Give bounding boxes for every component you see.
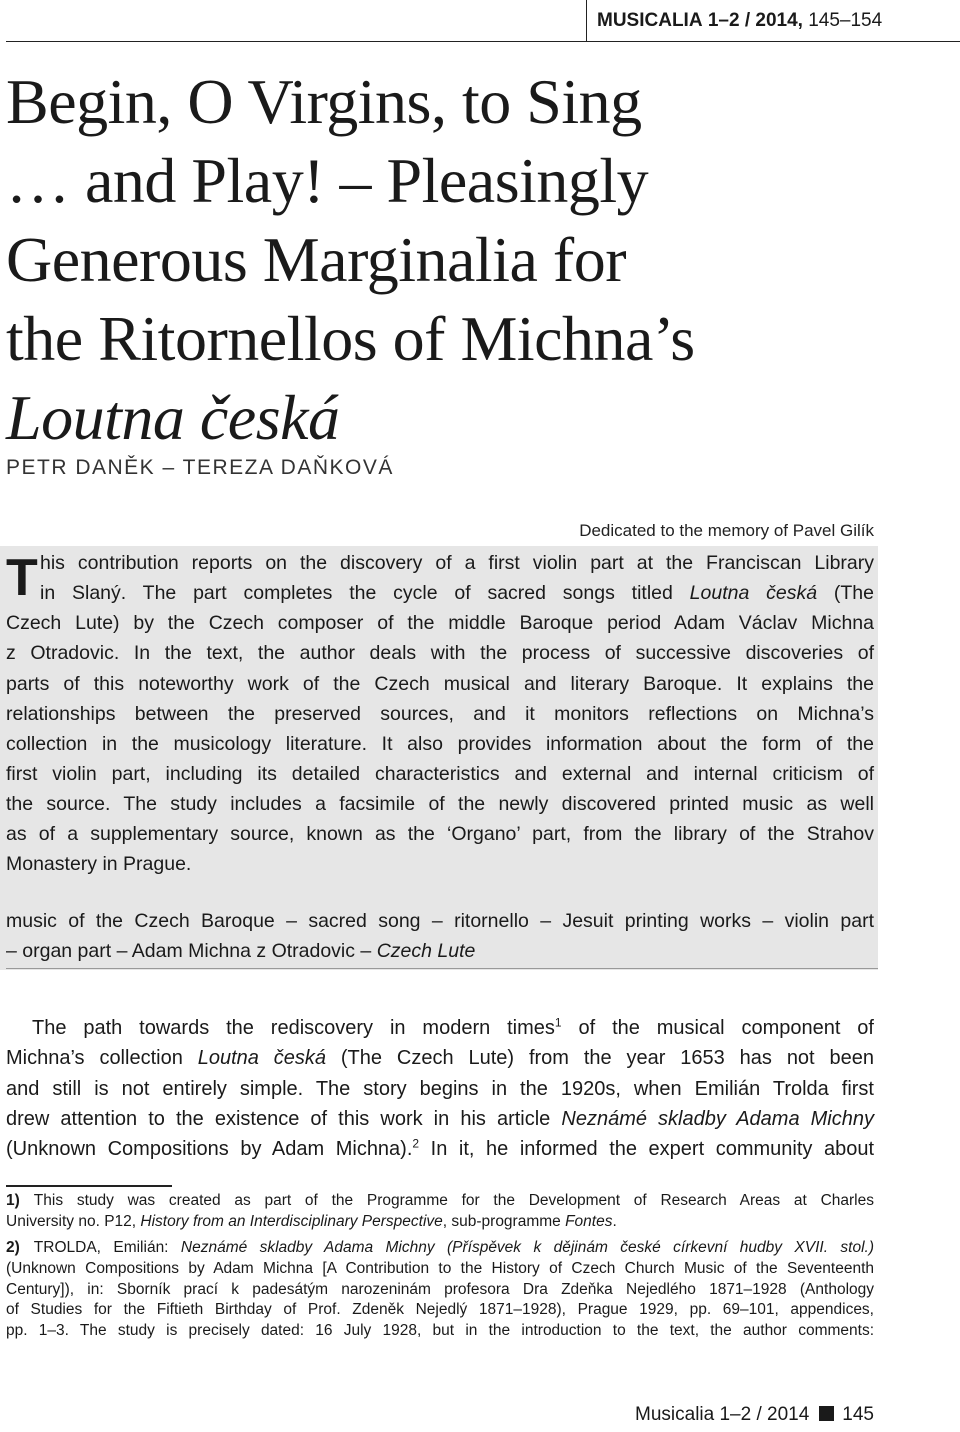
footnote-rule bbox=[6, 1185, 172, 1187]
drop-cap: T bbox=[6, 549, 38, 607]
abstract-line-7: collection in the musicology literature. It also provides information about the form of the bbox=[6, 733, 874, 755]
footer-journal: Musicalia 1–2 / 2014 bbox=[635, 1404, 810, 1425]
abstract-line-9: the source. The study includes a facsimile of the newly discovered printed music as well bbox=[6, 793, 874, 815]
body-text: (The Czech Lute) from the year 1653 has not been bbox=[326, 1047, 874, 1069]
abstract-line-4: z Otradovic. In the text, the author deals with the process of successive discoveries of bbox=[6, 642, 874, 664]
body-italic: Loutna česká bbox=[197, 1047, 327, 1069]
journal-name: MUSICALIA bbox=[597, 10, 703, 31]
title-line-1: Begin, O Virgins, to Sing bbox=[6, 66, 642, 137]
footnote-text: , sub-programme bbox=[442, 1213, 566, 1230]
body-text: of the musical component of bbox=[561, 1017, 874, 1039]
abstract-line-10: as of a supplementary source, known as the ‘Organo’ part, from the library of the Strahov bbox=[6, 823, 874, 845]
footnote-2-line-2: (Unknown Compositions by Adam Michna [A Contribution to the History of Czech Church Music of the Seventeenth bbox=[6, 1260, 874, 1277]
abstract-text: in Slaný. The part completes the cycle of sacred songs titled bbox=[40, 582, 690, 604]
abstract-line-2 bbox=[40, 578, 874, 608]
title-line-3: Generous Marginalia for bbox=[6, 224, 626, 295]
abstract-text: (The bbox=[817, 582, 874, 604]
abstract-line-1: his contribution reports on the discovery of a first violin part at the Franciscan Library bbox=[40, 552, 874, 574]
footnote-text: TROLDA, Emilián: bbox=[33, 1239, 181, 1256]
body-line-4 bbox=[6, 1104, 874, 1134]
footnote-text: This study was created as part of the Programme for the Development of Research Areas at Charles bbox=[33, 1192, 874, 1209]
body-text: In it, he informed the expert community about bbox=[419, 1138, 874, 1160]
abstract-line-8: first violin part, including its detailed characteristics and external and internal criticism of bbox=[6, 763, 874, 785]
footnote-2-line-1 bbox=[6, 1238, 874, 1259]
body-italic: Neznámé skladby Adama Michny bbox=[561, 1108, 874, 1130]
footnote-2-line-3: Century]), in: Sborník prací k padesátým narozeninám profesora Dra Zdeňka Nejedlého 1871–1928 (Anthology bbox=[6, 1281, 874, 1298]
footnote-1-line-1 bbox=[6, 1191, 874, 1212]
footnote-number: 1) bbox=[6, 1192, 20, 1209]
body-text: drew attention to the existence of this work in his article bbox=[6, 1108, 562, 1130]
body-line-2 bbox=[6, 1043, 874, 1073]
article-title bbox=[6, 62, 906, 457]
body-text: The path towards the rediscovery in modern times bbox=[32, 1017, 555, 1039]
abstract-line-6: relationships between the preserved sources, and it monitors reflections on Michna’s bbox=[6, 703, 874, 725]
footnote-2-line-5: pp. 1–3. The study is precisely dated: 16 July 1928, but in the introduction to the text, the author comments: bbox=[6, 1322, 874, 1339]
keywords-line-1: music of the Czech Baroque – sacred song – ritornello – Jesuit printing works – violin part bbox=[6, 910, 874, 932]
journal-header bbox=[586, 0, 960, 42]
body-line-3: and still is not entirely simple. The story begins in the 1920s, when Emilián Trolda first bbox=[6, 1078, 874, 1100]
body-line-5 bbox=[6, 1134, 874, 1164]
footnote-italic: Neznámé skladby Adama Michny (Příspěvek k dějinám české církevní hudby XVII. stol.) bbox=[180, 1239, 874, 1256]
keywords-line-2 bbox=[6, 936, 874, 966]
abstract-line-5: parts of this noteworthy work of the Czech musical and literary Baroque. It explains the bbox=[6, 673, 874, 695]
journal-pages: 145–154 bbox=[808, 10, 883, 31]
footnote-italic: Fontes bbox=[565, 1213, 613, 1230]
keywords-text: – organ part – Adam Michna z Otradovic – bbox=[6, 940, 377, 962]
page-footer bbox=[635, 1404, 874, 1426]
abstract-line-11: Monastery in Prague. bbox=[6, 853, 192, 875]
footnote-text: . bbox=[612, 1213, 617, 1230]
header-rule bbox=[6, 41, 586, 42]
footnote-number: 2) bbox=[6, 1239, 20, 1256]
title-line-2: … and Play! – Pleasingly bbox=[6, 145, 649, 216]
authors: PETR DANĚK – TEREZA DAŇKOVÁ bbox=[6, 456, 394, 479]
page-number: 145 bbox=[842, 1404, 874, 1425]
footnote-ref-1[interactable]: 1 bbox=[554, 1015, 562, 1030]
keywords-rule bbox=[6, 968, 878, 969]
abstract-line-3: Czech Lute) by the Czech composer of the middle Baroque period Adam Václav Michna bbox=[6, 612, 874, 634]
square-icon bbox=[819, 1406, 834, 1421]
dedication: Dedicated to the memory of Pavel Gilík bbox=[579, 521, 874, 540]
body-line-1 bbox=[32, 1013, 874, 1043]
body-text: (Unknown Compositions by Adam Michna). bbox=[6, 1138, 413, 1160]
journal-issue: 1–2 / 2014, bbox=[707, 10, 803, 31]
abstract-italic: Loutna česká bbox=[689, 582, 818, 604]
title-line-4: the Ritornellos of Michna’s bbox=[6, 303, 695, 374]
footnote-ref-2[interactable]: 2 bbox=[412, 1136, 420, 1151]
title-line-5: Loutna česká bbox=[6, 382, 340, 453]
footnote-1-line-2 bbox=[6, 1212, 874, 1233]
body-text: Michna’s collection bbox=[6, 1047, 198, 1069]
keywords-italic: Czech Lute bbox=[376, 940, 476, 962]
footnote-text: University no. P12, bbox=[6, 1213, 141, 1230]
footnote-2-line-4: of Studies for the Fiftieth Birthday of Prof. Zdeněk Nejedlý 1871–1928), Prague 1929, pp. 69–101, appendices, bbox=[6, 1301, 874, 1318]
footnote-italic: History from an Interdisciplinary Perspective bbox=[140, 1213, 443, 1230]
